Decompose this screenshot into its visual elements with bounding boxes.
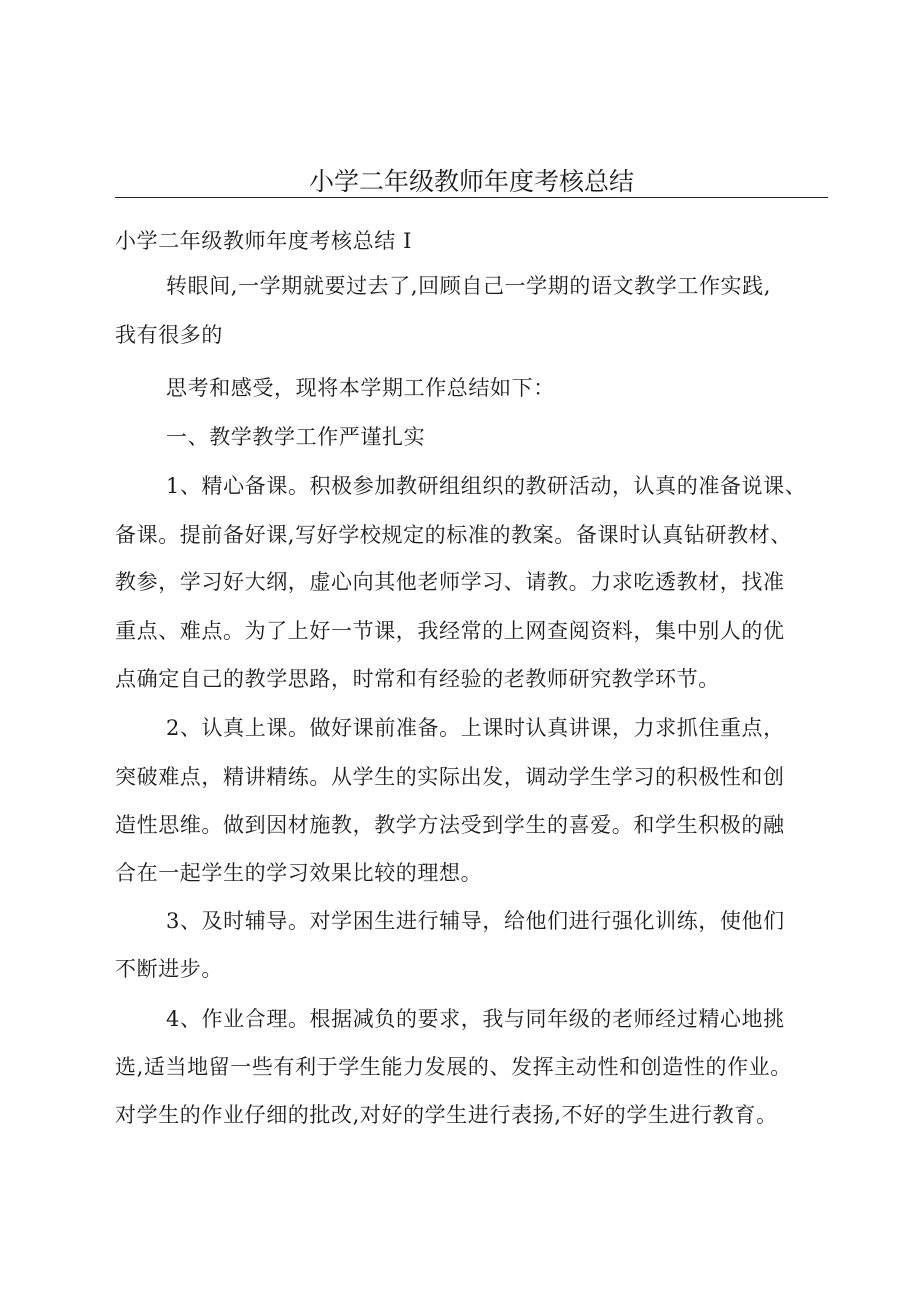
paragraph-line: 备课。提前备好课,写好学校规定的标准的教案。备课时认真钻研教材、 (115, 523, 792, 547)
paragraph-line: 不断进步。 (115, 957, 223, 981)
paragraph-line: 点确定自己的教学思路，时常和有经验的老教师研究教学环节。 (115, 667, 720, 691)
paragraph-line: 重点、难点。为了上好一节课，我经常的上网查阅资料，集中别人的优 (115, 619, 785, 643)
paragraph-line: 我有很多的 (115, 323, 223, 347)
document-subtitle: 小学二年级教师年度考核总结 I (115, 229, 412, 253)
paragraph-line: 3、及时辅导。对学困生进行辅导，给他们进行强化训练，使他们 (166, 909, 785, 933)
document-title: 小学二年级教师年度考核总结 (308, 167, 634, 196)
paragraph-line: 对学生的作业仔细的批改,对好的学生进行表扬,不好的学生进行教育。 (115, 1103, 778, 1127)
paragraph-line: 选,适当地留一些有利于学生能力发展的、发挥主动性和创造性的作业。 (115, 1055, 792, 1079)
paragraph-line: 1、精心备课。积极参加教研组组织的教研活动，认真的准备说课、 (166, 474, 807, 498)
paragraph-line: 突破难点，精讲精练。从学生的实际出发，调动学生学习的积极性和创 (115, 765, 785, 789)
paragraph-line: 教参，学习好大纲，虚心向其他老师学习、请教。力求吃透教材，找准 (115, 570, 785, 594)
paragraph-line: 4、作业合理。根据减负的要求，我与同年级的老师经过精心地挑 (166, 1007, 785, 1031)
section-heading: 一、教学教学工作严谨扎实 (166, 425, 426, 449)
paragraph-line: 合在一起学生的学习效果比较的理想。 (115, 861, 483, 885)
paragraph-line: 思考和感受，现将本学期工作总结如下： (166, 376, 555, 400)
title-underline (115, 197, 828, 198)
paragraph-line: 2、认真上课。做好课前准备。上课时认真讲课，力求抓住重点， (166, 716, 785, 740)
paragraph-line: 造性思维。做到因材施教，教学方法受到学生的喜爱。和学生积极的融 (115, 813, 785, 837)
paragraph-line: 转眼间,一学期就要过去了,回顾自己一学期的语文教学工作实践, (166, 274, 772, 298)
